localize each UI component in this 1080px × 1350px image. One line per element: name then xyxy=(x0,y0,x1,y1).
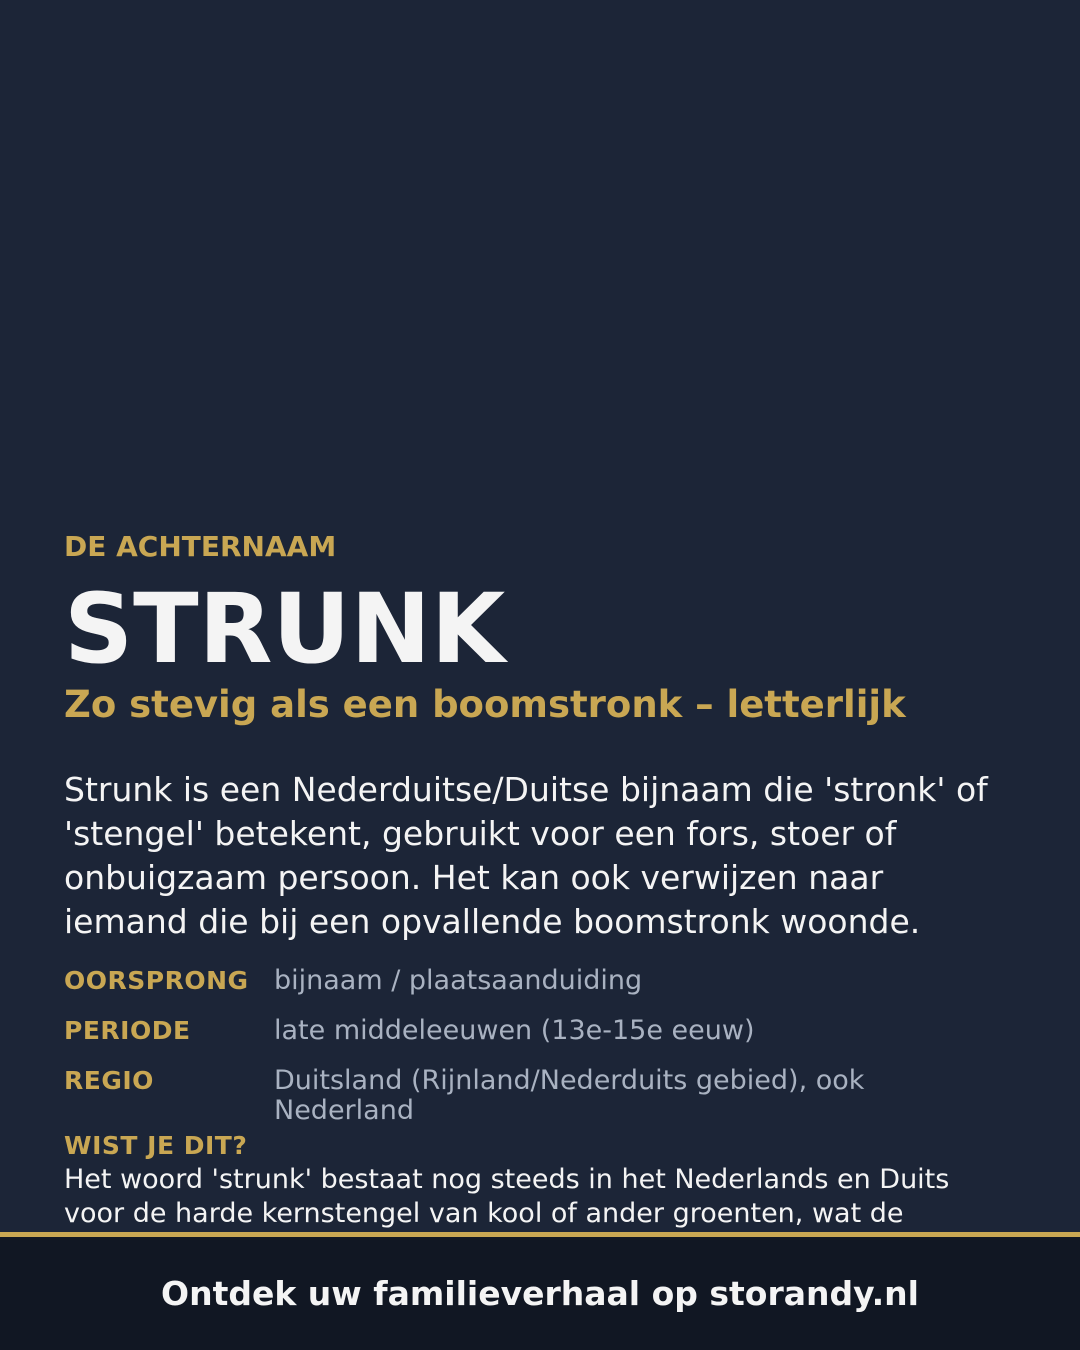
did-you-know-label: WIST JE DIT? xyxy=(64,1131,248,1160)
fact-value-period: late middeleeuwen (13e-15e eeuw) xyxy=(274,1015,755,1046)
surname-title: STRUNK xyxy=(64,573,506,685)
description-text: Strunk is een Nederduitse/Duitse bijnaam die 'stronk' of 'stengel' betekent, gebruikt voor een fors, stoer of onbuigzaam persoon. Het kan ook verwijzen naar iemand die bij een opvallende boomstronk woonde. xyxy=(64,770,988,941)
fact-row-period xyxy=(64,1012,1016,1050)
did-you-know-text: Het woord 'strunk' bestaat nog steeds in het Nederlands en Duits voor de harde kernstengel van kool of ander groenten, wat de xyxy=(64,1164,950,1229)
fact-value-origin: bijnaam / plaatsaanduiding xyxy=(274,965,643,996)
fact-label-region: REGIO xyxy=(64,1066,154,1095)
fact-label-period: PERIODE xyxy=(64,1016,191,1045)
fact-row-origin xyxy=(64,962,1016,1000)
facts-list xyxy=(64,962,1016,1138)
fact-row-region xyxy=(64,1062,1016,1126)
fact-value-region: Duitsland (Rijnland/Nederduits gebied), ook Nederland xyxy=(274,1065,865,1126)
footer-bar xyxy=(0,1232,1080,1350)
fact-label-origin: OORSPRONG xyxy=(64,966,249,995)
footer-cta-text: Ontdek uw familieverhaal op storandy.nl xyxy=(161,1273,919,1313)
kicker-label: DE ACHTERNAAM xyxy=(64,530,337,563)
surname-card xyxy=(64,0,1016,1232)
tagline: Zo stevig als een boomstronk – letterlijk xyxy=(64,683,906,726)
